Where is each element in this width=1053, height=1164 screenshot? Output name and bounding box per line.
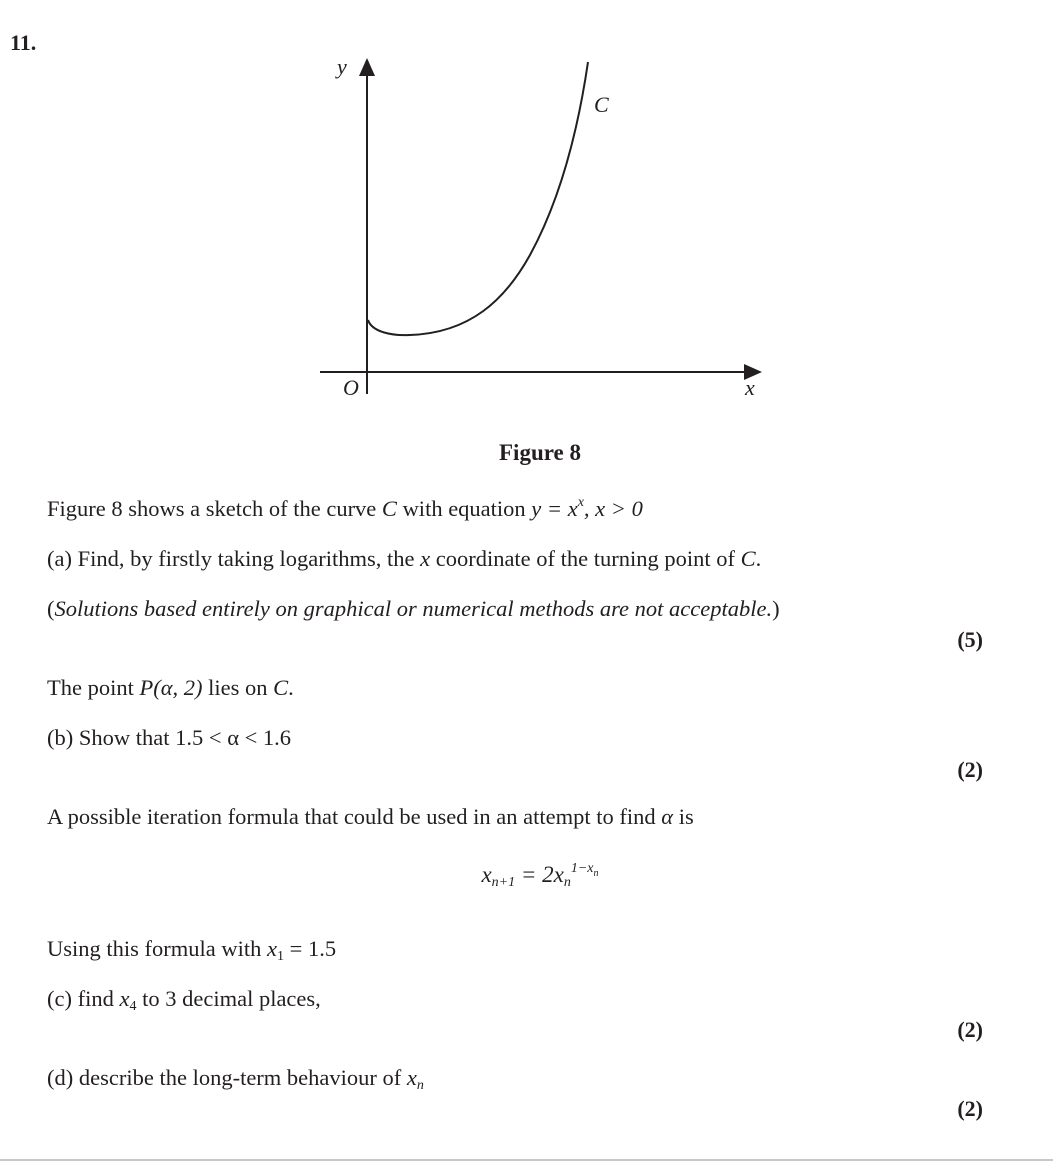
part-b-marks: (2) [957, 757, 983, 782]
figure-8-graph [300, 45, 780, 415]
curve-label: C [594, 92, 609, 117]
y-axis-arrow-icon [359, 58, 375, 76]
iteration-line: A possible iteration formula that could be used in an attempt to find α is [47, 804, 694, 829]
origin-label: O [343, 375, 359, 400]
using-line: Using this formula with $x_1 = 1.5$ [47, 936, 337, 964]
part-c-marks: (2) [957, 1017, 983, 1042]
part-a-marks: (5) [957, 627, 983, 652]
equation: y = x [531, 496, 578, 521]
part-a: (a) Find, by firstly taking logarithms, the x coordinate of the turning point of C. [47, 546, 762, 571]
part-a-note: (Solutions based entirely on graphical or numerical methods are not acceptable.) [47, 596, 780, 621]
curve-c [368, 62, 588, 335]
part-d: (d) describe the long-term behaviour of $x_n$ [47, 1065, 424, 1093]
y-axis-label: y [337, 54, 347, 79]
question-number: 11. [10, 30, 37, 55]
intro-line: Figure 8 shows a sketch of the curve C with equation $y = x^x$, x > 0 [47, 495, 643, 521]
iteration-formula: $x_{n+1} = 2x_n^{1-xn}$ [481, 861, 599, 890]
part-d-marks: (2) [957, 1096, 983, 1121]
part-c: (c) find $x_4$ to 3 decimal places, [47, 986, 321, 1014]
point-p-line: The point P(α, 2) lies on C. [47, 675, 294, 700]
figure-caption: Figure 8 [499, 440, 581, 465]
page-divider [0, 1159, 1053, 1161]
part-b: (b) Show that 1.5 < α < 1.6 [47, 725, 292, 750]
x-axis-label: x [745, 375, 755, 400]
